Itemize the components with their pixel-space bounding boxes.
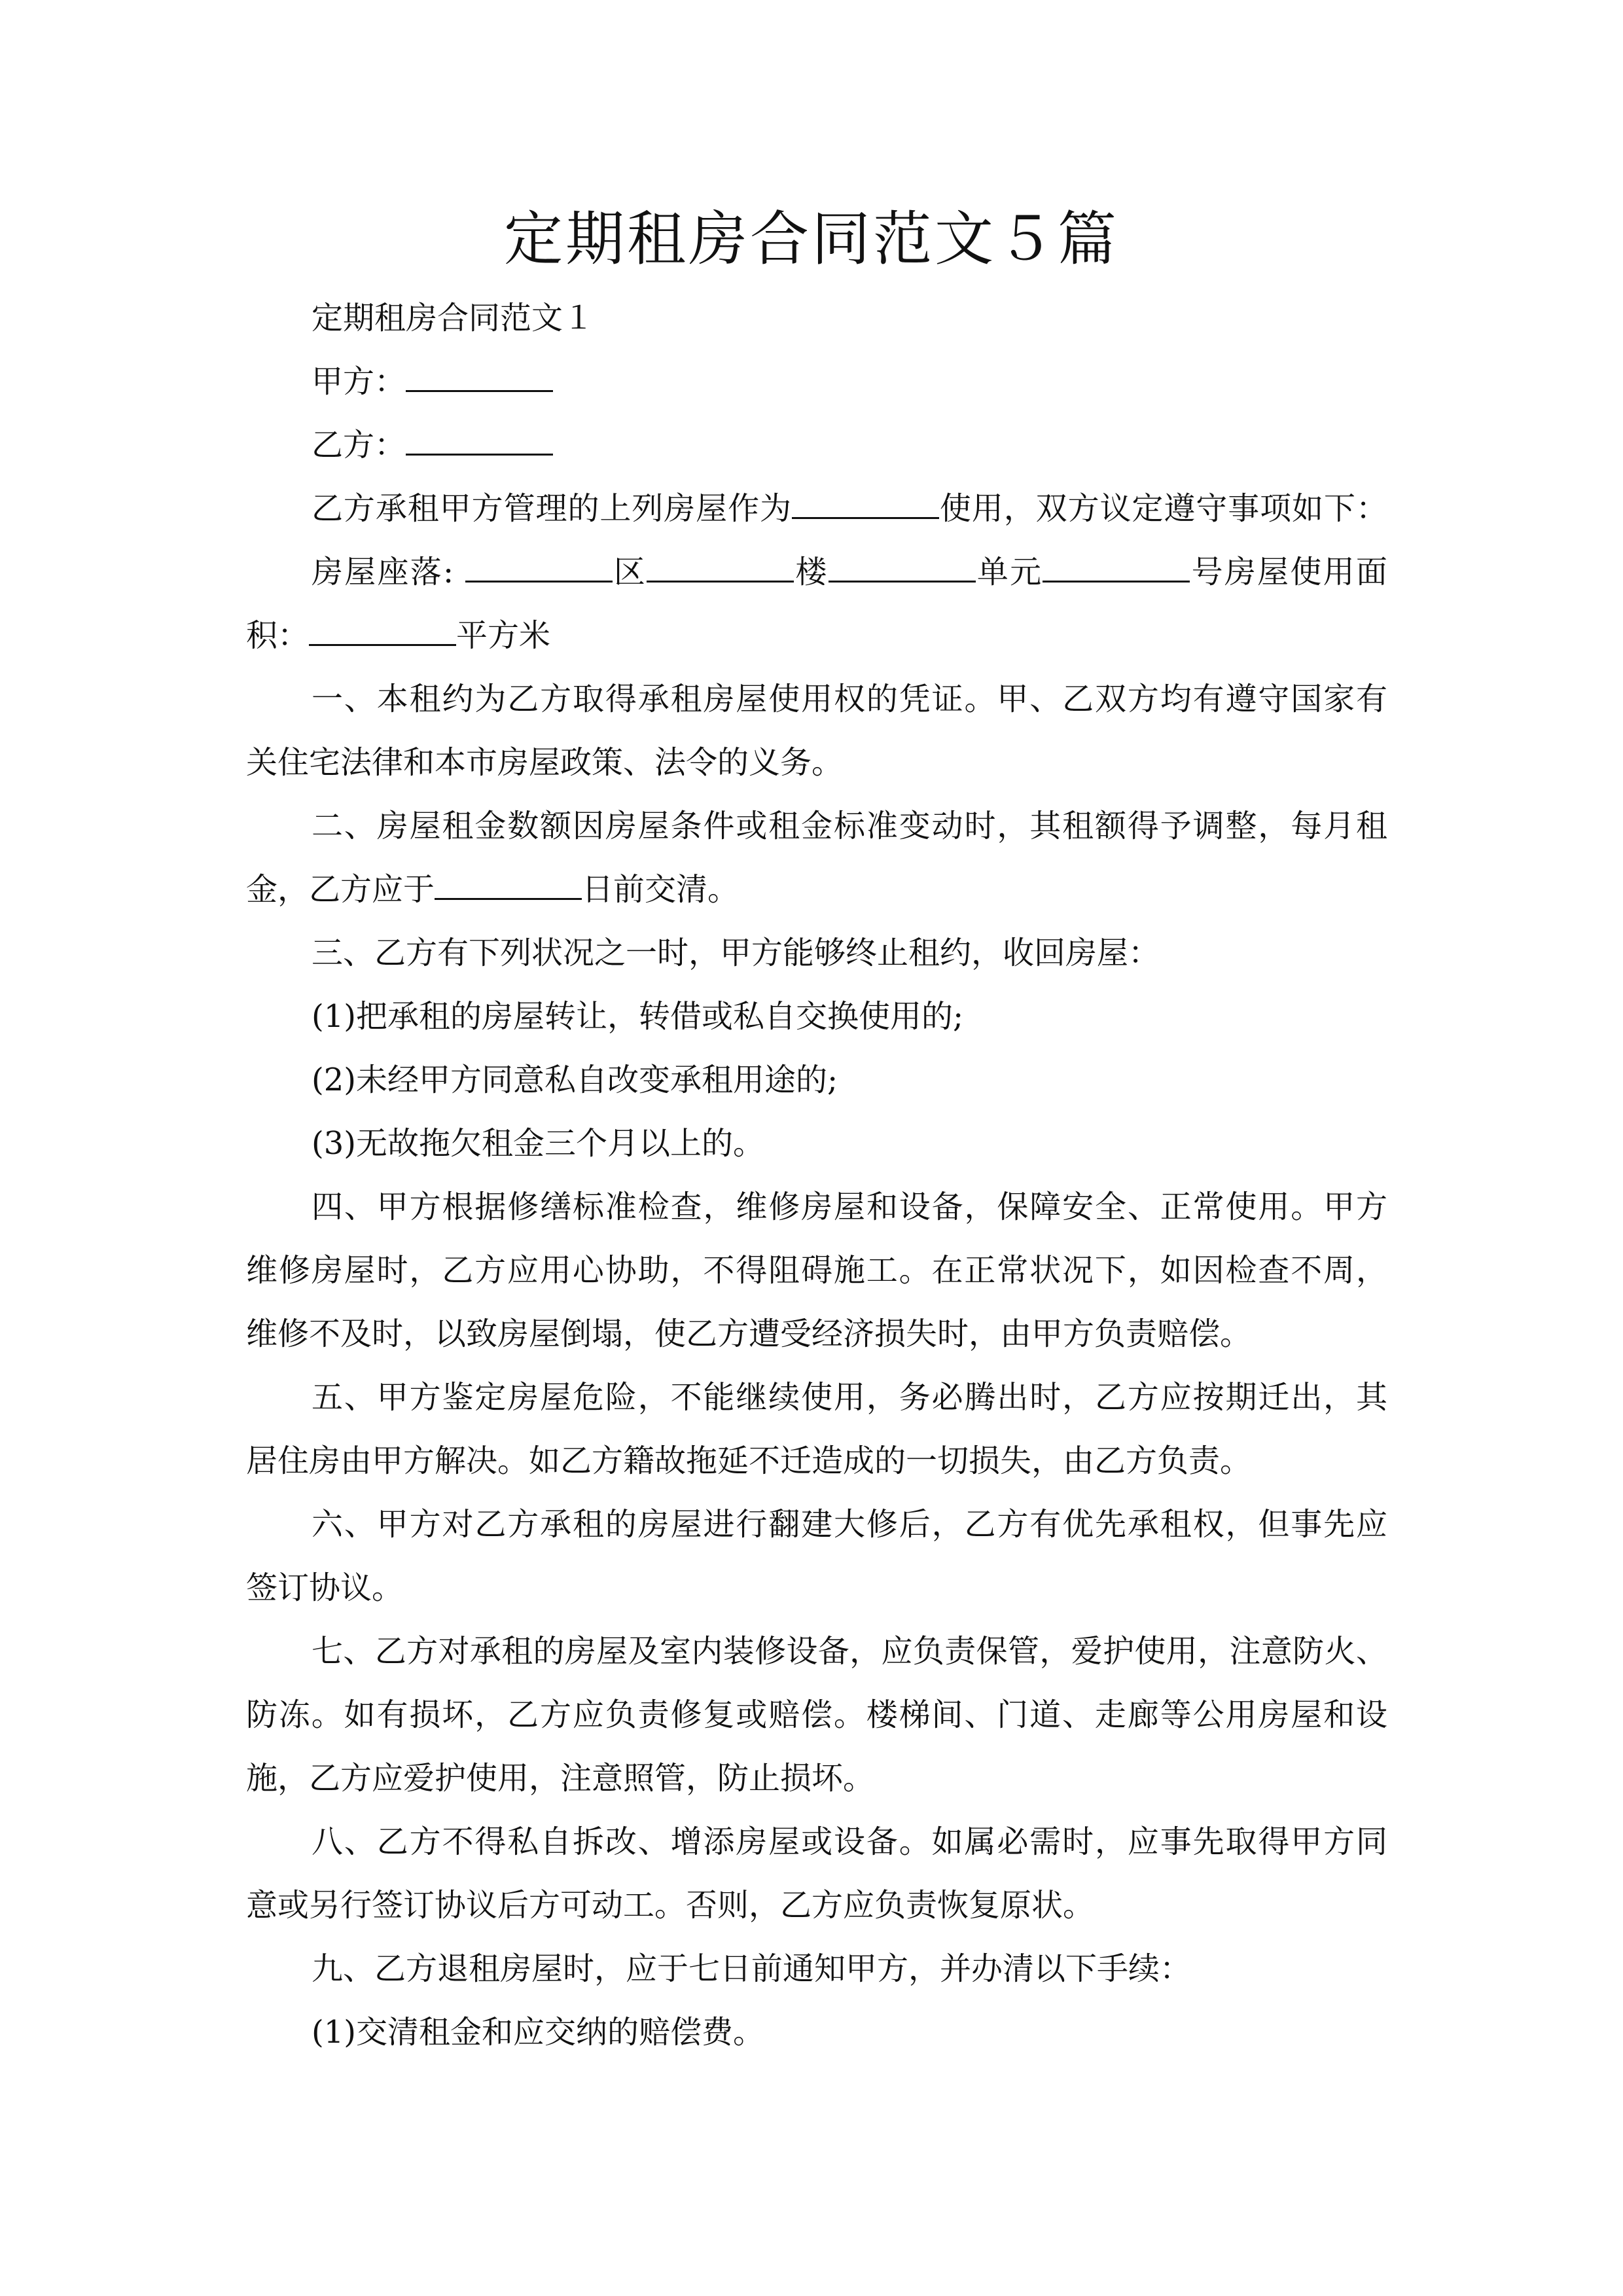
party-b-blank bbox=[406, 427, 553, 456]
area-line: 积： 平方米 bbox=[246, 617, 551, 654]
due-date-blank bbox=[435, 872, 582, 900]
paragraph-line: 五、甲方鉴定房屋危险，不能继续使用，务必腾出时，乙方应按期迁出，其 bbox=[312, 1379, 1387, 1416]
area-blank bbox=[309, 618, 456, 646]
paragraph-line: 防冻。如有损坏，乙方应负责修复或赔偿。楼梯间、门道、走廊等公用房屋和设 bbox=[246, 1696, 1387, 1733]
list-item: (3)无故拖欠租金三个月以上的。 bbox=[312, 1125, 764, 1162]
paragraph-line: 二、房屋租金数额因房屋条件或租金标准变动时，其租额得予调整，每月租 bbox=[312, 808, 1387, 844]
party-b-line: 乙方： bbox=[246, 414, 1387, 477]
party-a-blank bbox=[406, 364, 553, 392]
document-body bbox=[246, 287, 1387, 2064]
list-item: (2)未经甲方同意私自改变承租用途的; bbox=[312, 1062, 838, 1098]
paragraph-line: 一、本租约为乙方取得承租房屋使用权的凭证。甲、乙双方均有遵守国家有 bbox=[312, 681, 1387, 717]
address-line: 房屋座落: 区 楼 单元 号房屋使用面 bbox=[312, 554, 1387, 590]
paragraph-line: 八、乙方不得私自拆改、增添房屋或设备。如属必需时，应事先取得甲方同 bbox=[312, 1823, 1387, 1860]
paragraph-line: 三、乙方有下列状况之一时，甲方能够终止租约，收回房屋： bbox=[312, 935, 1160, 971]
list-item: (1)交清租金和应交纳的赔偿费。 bbox=[312, 2014, 764, 2051]
paragraph-line: 七、乙方对承租的房屋及室内装修设备，应负责保管，爱护使用，注意防火、 bbox=[312, 1633, 1387, 1670]
list-item: (1)把承租的房屋转让，转借或私自交换使用的; bbox=[312, 998, 964, 1035]
document-title: 定期租房合同范文５篇 bbox=[504, 205, 1119, 274]
paragraph-line: 施，乙方应爱护使用，注意照管，防止损坏。 bbox=[246, 1760, 875, 1797]
paragraph-line: 维修房屋时，乙方应用心协助，不得阻碍施工。在正常状况下，如因检查不周， bbox=[246, 1252, 1387, 1289]
paragraph-line: 居住房由甲方解决。如乙方籍故拖延不迁造成的一切损失，由乙方负责。 bbox=[246, 1443, 1252, 1479]
party-a-line: 甲方： bbox=[246, 350, 1387, 414]
paragraph-line: 四、甲方根据修缮标准检查，维修房屋和设备，保障安全、正常使用。甲方 bbox=[312, 1189, 1387, 1225]
rent-due-line: 金，乙方应于 日前交清。 bbox=[246, 871, 740, 908]
paragraph-line: 关住宅法律和本市房屋政策、法令的义务。 bbox=[246, 744, 844, 781]
address-blank bbox=[465, 554, 613, 583]
paragraph-line: 维修不及时，以致房屋倒塌，使乙方遭受经济损失时，由甲方负责赔偿。 bbox=[246, 1316, 1252, 1352]
paragraph-line: 乙方承租甲方管理的上列房屋作为 使用，双方议定遵守事项如下： bbox=[312, 490, 1387, 527]
paragraph-line: 九、乙方退租房屋时，应于七日前通知甲方，并办清以下手续： bbox=[312, 1950, 1192, 1987]
paragraph-line: 六、甲方对乙方承租的房屋进行翻建大修后，乙方有优先承租权，但事先应 bbox=[312, 1506, 1387, 1543]
paragraph-line: 签订协议。 bbox=[246, 1570, 404, 1606]
usage-blank bbox=[792, 491, 939, 519]
section-heading: 定期租房合同范文１ bbox=[312, 300, 595, 336]
address-blank bbox=[829, 554, 976, 583]
paragraph-line: 意或另行签订协议后方可动工。否则，乙方应负责恢复原状。 bbox=[246, 1887, 1095, 1924]
address-blank bbox=[1043, 554, 1190, 583]
address-blank bbox=[647, 554, 794, 583]
